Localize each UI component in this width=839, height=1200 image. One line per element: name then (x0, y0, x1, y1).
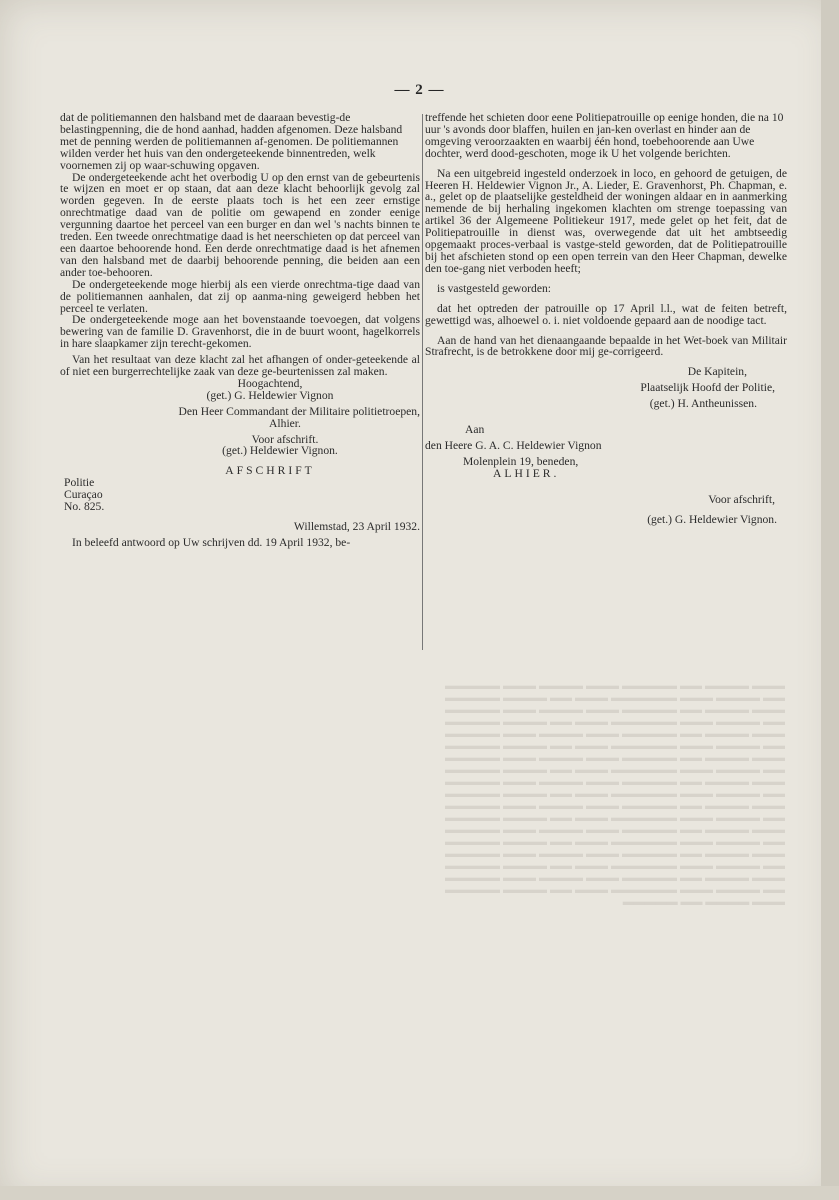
conclusion: dat het optreden der patrouille op 17 April l.l., wat de feiten betreft, gewettigd was, alhoewel o. i. niet voldoende gepaard aan de noodige tact. (425, 301, 787, 327)
recipient-place: ALHIER. (493, 466, 560, 480)
left-paragraph-1: dat de politiemannen den halsband met de daaraan bevestig-de belastingpenning, die de hond aanhad, hadden afgenomen. Deze halsband met de penning werden de politiemannen af-genomen. De politiemannen wilden verder het huis van den ondergeteekende binnentreden, welk voornemen zij op waar-schuwing opgaven. (60, 111, 403, 172)
right-copy-label: Voor afschrift, (708, 492, 775, 506)
right-copy-signature: (get.) G. Heldewier Vignon. (647, 512, 777, 526)
ref-number: No. 825. (64, 500, 105, 514)
left-paragraph-4: De ondergeteekende moge aan het bovenstaande toevoegen, dat volgens bewering van de familie D. Gravenhorst, die in de buurt woont, hagelkorrels in hare slaapkamer zijn terecht-gekomen. (60, 313, 420, 351)
page-edge-bottom (0, 1186, 839, 1200)
afschrift-heading: AFSCHRIFT (225, 464, 315, 478)
right-paragraph-1: treffende het schieten door eene Politiepatrouille op eenige honden, die na 10 uur 's avonds door blaffen, huilen en jan-ken overlast en hinder aan de omgeving veroorzaakten en waarbij één hond, toebehoorende aan Uwe dochter, werd dood-geschoten, moge ik U het volgende berichten. (425, 111, 784, 160)
ref-politie: Politie (64, 476, 95, 490)
referral: Aan de hand van het dienaangaande bepaalde in het Wet-boek van Militair Strafrecht, is de betrokkene door mij ge-corrigeerd. (425, 333, 787, 359)
left-copy-label: Voor afschrift. (251, 432, 319, 446)
column-divider (422, 114, 423, 650)
page-number: — 2 — (394, 82, 445, 98)
left-column (60, 112, 420, 549)
right-paragraph-2: Na een uitgebreid ingesteld onderzoek in loco, en gehoord de getuigen, de Heeren H. Heldewier Vignon Jr., A. Lieder, E. Gravenhorst, Ph. Chapman, e. a., gelet op de plaatselijke gesteldheid der woningen aldaar en in aanmerking nemende de bij herhaling ingekomen klachten om strenge toepassing van artikel 36 der Algemeene Politiekeur 1917, mede gelet op het feit, dat de Politiepatrouille in dienst was, overwegende dat uit het ambtseedig opgemaakt proces-verbaal is vastge-steld geworden, dat de Politiepatrouille bij het afschieten stond op een open terrein van den Heer Chapman, dewelke den toe-gang niet verboden heeft; (425, 166, 787, 275)
right-column (425, 112, 787, 525)
left-signature: (get.) G. Heldewier Vignon (206, 388, 334, 402)
recipient-address: Molenplein 19, beneden, (463, 454, 579, 468)
letter-date: Willemstad, 23 April 1932. (293, 520, 420, 533)
established-heading: is vastgesteld geworden: (437, 281, 551, 295)
addressee: Den Heer Commandant der Militaire politietroepen, (178, 404, 420, 418)
page-edge-right (821, 0, 839, 1200)
left-copy-signature: (get.) Heldewier Vignon. (222, 444, 338, 458)
aan-label: Aan (465, 423, 485, 437)
addressee-place: Alhier. (269, 416, 301, 430)
left-paragraph-2: De ondergeteekende acht het overbodig U op den ernst van de gebeurtenis te wijzen en moet er op staan, dat aan deze klacht behoorlijk gevolg zal worden gegeven. In de eerste plaats toch is het een zeer ernstige onrechtmatige daad van de politie om gewapend en zonder eenige vergunning daartoe het perceel van een burger en dan wel 's nachts binnen te treden. Een tweede onrechtmatige daad is het neerschieten op dat perceel van een daartoe behoorende hond. Een derde onrechtmatige daad is het afnemen van den halsband met de daarbij behoorende penning, die beiden aan een ander toe-behooren. (60, 170, 420, 279)
sign-name: (get.) H. Antheunissen. (649, 397, 757, 411)
sign-title: De Kapitein, (687, 365, 747, 379)
left-paragraph-3: De ondergeteekende moge hierbij als een vierde onrechtma-tige daad van de politiemannen aanhalen, dat zij op aanma-ning geweigerd hebben het perceel te verlaten. (60, 277, 420, 315)
closing-greeting: Hoogachtend, (237, 376, 303, 390)
sign-role: Plaatselijk Hoofd der Politie, (640, 381, 775, 395)
left-paragraph-5: Van het resultaat van deze klacht zal het afhangen of onder-geteekende al of niet een burgerrechtelijke zaak van deze ge-beurtenissen zal maken. (60, 353, 420, 379)
ref-curacao: Curaçao (64, 488, 103, 502)
recipient-name: den Heere G. A. C. Heldewier Vignon (425, 438, 602, 452)
bleed-through-texture: ▬▬▬ ▬▬▬▬ ▬▬ ▬▬▬▬▬ ▬▬▬ ▬▬▬▬ ▬▬▬ ▬▬▬▬▬ ▬▬ ▬▬▬▬ ▬▬▬ ▬▬▬▬▬▬ ▬▬▬ ▬▬ ▬▬▬▬ ▬▬▬▬▬ ▬▬▬ ▬▬▬▬ ▬▬ ▬▬▬▬▬ ▬▬▬ ▬▬▬▬ ▬▬▬ ▬▬▬▬▬ ▬▬ ▬▬▬▬ ▬▬▬ ▬▬▬▬▬▬ ▬▬▬ ▬▬ ▬▬▬▬ ▬▬▬▬▬ ▬▬▬ ▬▬▬▬ ▬▬ ▬▬▬▬▬ ▬▬▬ ▬▬▬▬ ▬▬▬ ▬▬▬▬▬ ▬▬ ▬▬▬▬ ▬▬▬ ▬▬▬▬▬▬ ▬▬▬ ▬▬ ▬▬▬▬ ▬▬▬▬▬ ▬▬▬ ▬▬▬▬ ▬▬ ▬▬▬▬▬ ▬▬▬ ▬▬▬▬ ▬▬▬ ▬▬▬▬▬ ▬▬ ▬▬▬▬ ▬▬▬ ▬▬▬▬▬▬ ▬▬▬ ▬▬ ▬▬▬▬ ▬▬▬▬▬ ▬▬▬ ▬▬▬▬ ▬▬ ▬▬▬▬▬ ▬▬▬ ▬▬▬▬ ▬▬▬ ▬▬▬▬▬ ▬▬ ▬▬▬▬ ▬▬▬ ▬▬▬▬▬▬ ▬▬▬ ▬▬ ▬▬▬▬ ▬▬▬▬▬ ▬▬▬ ▬▬▬▬ ▬▬ ▬▬▬▬▬ ▬▬▬ ▬▬▬▬ ▬▬▬ ▬▬▬▬▬ ▬▬ ▬▬▬▬ ▬▬▬ ▬▬▬▬▬▬ ▬▬▬ ▬▬ ▬▬▬▬ ▬▬▬▬▬ ▬▬▬ ▬▬▬▬ ▬▬ ▬▬▬▬▬ ▬▬▬ ▬▬▬▬ ▬▬▬ ▬▬▬▬▬ ▬▬ ▬▬▬▬ ▬▬▬ ▬▬▬▬▬▬ ▬▬▬ ▬▬ ▬▬▬▬ ▬▬▬▬▬ ▬▬▬ ▬▬▬▬ ▬▬ ▬▬▬▬▬ ▬▬▬ ▬▬▬▬ ▬▬▬ ▬▬▬▬▬ ▬▬ ▬▬▬▬ ▬▬▬ ▬▬▬▬▬▬ ▬▬▬ ▬▬ ▬▬▬▬ ▬▬▬▬▬ ▬▬▬ ▬▬▬▬ ▬▬ ▬▬▬▬▬ ▬▬▬ ▬▬▬▬ ▬▬▬ ▬▬▬▬▬ ▬▬ ▬▬▬▬ ▬▬▬ ▬▬▬▬▬▬ ▬▬▬ ▬▬ ▬▬▬▬ ▬▬▬▬▬ ▬▬▬ ▬▬▬▬ ▬▬ ▬▬▬▬▬ (445, 680, 785, 908)
letter-opening: In beleefd antwoord op Uw schrijven dd. 19 April 1932, be- (72, 535, 351, 549)
